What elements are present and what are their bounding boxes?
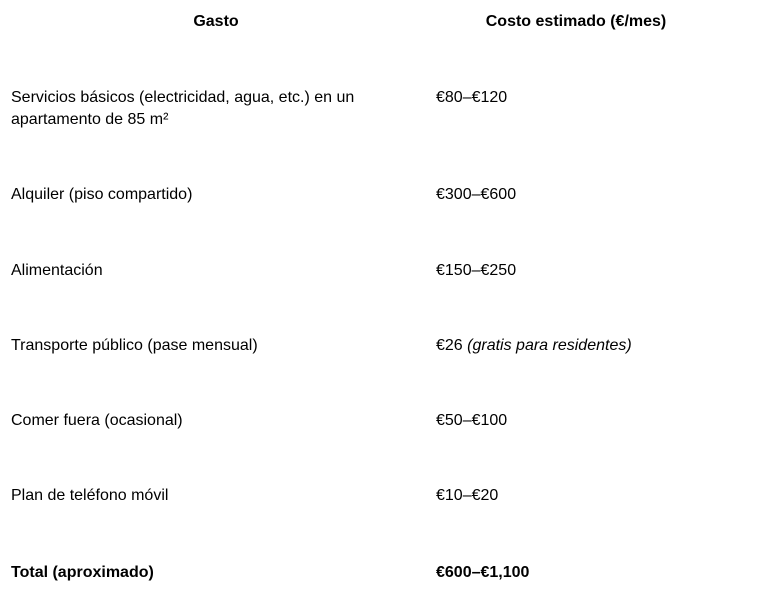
cost-cell: €80–€120 <box>436 89 508 106</box>
total-label: Total (aproximado) <box>11 564 154 581</box>
expense-cell: Alimentación <box>11 262 103 279</box>
cost-cell: €300–€600 <box>436 186 517 203</box>
cost-cell: €50–€100 <box>436 412 508 429</box>
expense-cell: Transporte público (pase mensual) <box>11 337 258 354</box>
cost-cell: €10–€20 <box>436 487 499 504</box>
cost-cell: €150–€250 <box>436 262 517 279</box>
cost-cell <box>436 335 756 357</box>
expense-cell: Comer fuera (ocasional) <box>11 412 183 429</box>
column-header-cost: Costo estimado (€/mes) <box>485 13 667 30</box>
cost-value: €26 <box>436 337 463 354</box>
column-header-expense: Gasto <box>193 13 239 30</box>
total-cost: €600–€1,100 <box>436 564 530 581</box>
expense-cell: Alquiler (piso compartido) <box>11 186 193 203</box>
expense-cell: Plan de teléfono móvil <box>11 487 169 504</box>
expense-cell: Servicios básicos (electricidad, agua, etc.) en un apartamento de 85 m² <box>11 89 355 128</box>
cost-note: (gratis para residentes) <box>467 337 632 354</box>
